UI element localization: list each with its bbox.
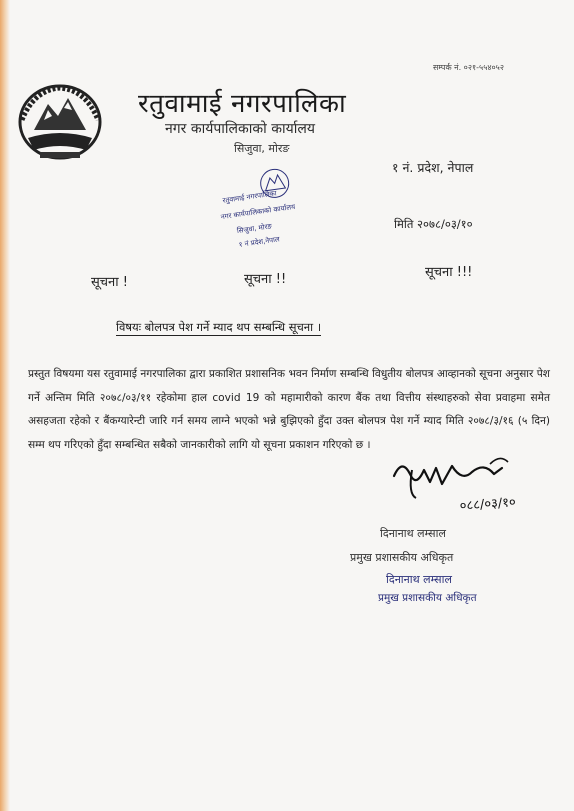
office-address: सिजुवा, मोरङ [234,142,290,155]
notice-date: मिति २०७८/०३/१० [394,217,473,231]
stamp-line-4: १ नं प्रदेश,नेपाल [238,235,281,249]
name-stamp: दिनानाथ लम्साल [386,573,452,586]
signatory-name: दिनानाथ लम्साल [380,527,446,540]
subject-line [116,320,516,335]
office-name: नगर कार्यपालिकाको कार्यालय [165,121,315,137]
province-label: १ नं. प्रदेश, नेपाल [392,160,474,175]
notice-heading-3: सूचना !!! [425,265,473,280]
page-edge-shadow [0,0,10,811]
signature-date: ०८८/०३/१० [459,495,517,514]
handwritten-signature [372,448,552,518]
stamp-line-3: सिजुवा, मोरङ [236,222,273,236]
contact-number: सम्पर्क नं. ०२१-५५४०५२ [432,63,504,72]
notice-body: प्रस्तुत विषयमा यस रतुवामाई नगरपालिका द्वारा प्रकाशित प्रशासनिक भवन निर्माण सम्बन्धि विधुतीय बोलपत्र आव्हानको सूचना अनुसार पेश गर्ने अन्तिम मिति २०७८/०३/११ रहेकोमा हाल covid 19 को महामारीको कारण बैंक तथा वित्तीय संस्थाहरुको सेवा प्रवाहमा समेत असहजता रहेको र बैंकग्यारेन्टी जारि गर्न समय लाग्ने भएको भन्ने बुझिएको हुँदा उक्त बोलपत्र पेश गर्ने म्याद मिति २०७८/३/१६ (५ दिन) सम्म थप गरिएको हुँदा सम्बन्धित सबैको जानकारीको लागि यो सूचना प्रकाशन गरिएको छ । [28,368,550,451]
stamp-line-1: रतुवामाई नगरपालिका [222,189,278,205]
signatory-title: प्रमुख प्रशासकीय अधिकृत [350,551,454,564]
notice-heading-1: सूचना ! [91,275,128,290]
office-stamp [210,163,320,253]
stamp-line-2: नगर कार्यपालिकाको कार्यालय [220,202,296,222]
nepal-emblem-logo [14,80,106,162]
title-stamp: प्रमुख प्रशासकीय अधिकृत [378,592,477,604]
notice-heading-2: सूचना !! [244,272,287,287]
subject-text: विषयः बोलपत्र पेश गर्ने म्याद थप सम्बन्धि सूचना । [116,320,322,334]
organization-title: रतुवामाई नगरपालिका [138,89,347,119]
